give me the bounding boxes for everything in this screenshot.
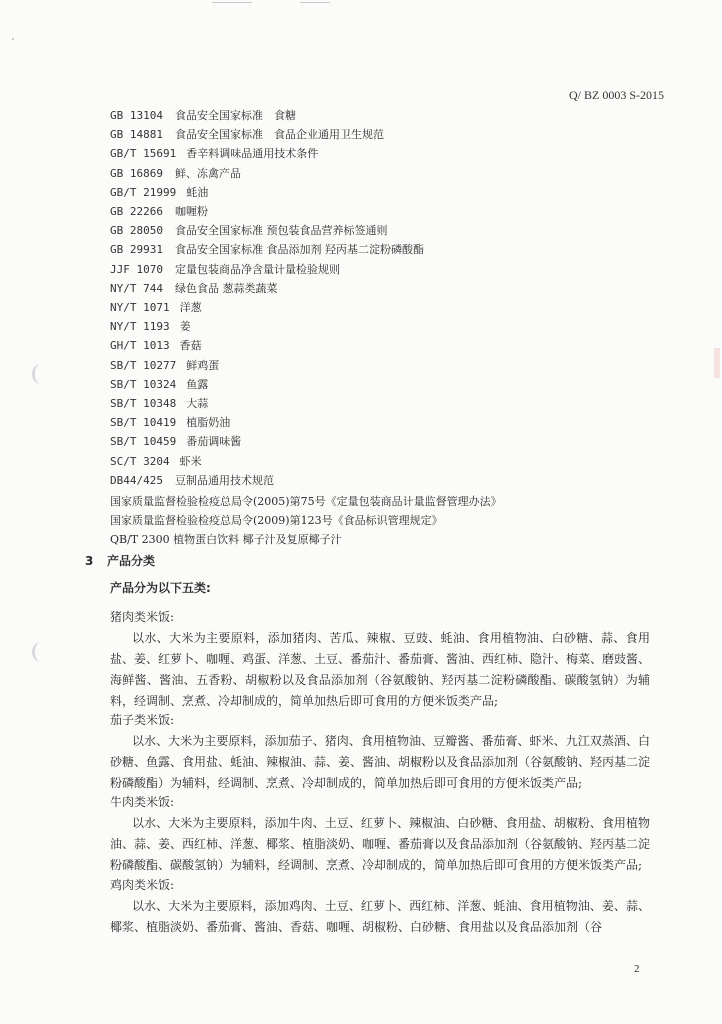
reference-item <box>110 225 388 237</box>
reference-code: GB/T 21999 <box>110 185 177 199</box>
reference-title: 大蒜 <box>186 397 209 410</box>
scan-mark-top <box>300 2 330 3</box>
reference-title: 洋葱 <box>179 301 202 314</box>
reference-code: GB 22266 <box>110 205 163 218</box>
reference-item <box>110 417 230 429</box>
decree-item: QB/T 2300 植物蛋白饮料 椰子汁及复原椰子汁 <box>110 533 342 546</box>
reference-code: JJF 1070 <box>110 262 163 276</box>
reference-item <box>110 475 274 487</box>
reference-item <box>110 129 384 141</box>
reference-title: 鲜、冻禽产品 <box>175 166 241 180</box>
scan-mark-dot <box>12 38 14 40</box>
reference-title: 香菇 <box>179 339 202 353</box>
reference-code: SB/T 10277 <box>110 358 177 372</box>
document-code: Q/ BZ 0003 S-2015 <box>568 88 664 102</box>
decree-item: 国家质量监督检验检疫总局令(2005)第75号《定量包装商品计量监督管理办法》 <box>110 495 502 508</box>
reference-item <box>110 436 241 448</box>
reference-title: 番茄调味酱 <box>186 435 242 449</box>
punch-hole <box>32 642 49 662</box>
category-name: 鸡肉类米饭: <box>110 878 175 892</box>
reference-item <box>110 244 424 256</box>
category-description: 以水、大米为主要原料，添加牛肉、土豆、红萝卜、辣椒油、白砂糖、食用盐、胡椒粉、食用植物油、蒜、姜、西红柿、洋葱、椰浆、植脂淡奶、咖喱、番茄膏以及食品添加剂（谷氨酸钠、羟丙基二淀粉磷酸酯、碳酸氢钠）为辅料，经调制、烹煮、冷却制成的，简单加热后即可食用的方便米饭类产品; <box>110 816 651 872</box>
category-description: 以水、大米为主要原料，添加猪肉、苦瓜、辣椒、豆豉、蚝油、食用植物油、白砂糖、蒜、食用盐、姜、红萝卜、咖喱、鸡蛋、洋葱、土豆、番茄汁、番茄膏、酱油、西红柿、隐汁、梅菜、磨豉酱、海鲜酱、酱油、五香粉、胡椒粉以及食品添加剂（谷氨酸钠、羟丙基二淀粉磷酸酯、碳酸氢钠）为辅料，经调制、烹煮、冷却制成的，简单加热后即可食用的方便米饭类产品; <box>110 631 651 708</box>
reference-title: 鱼露 <box>186 377 209 391</box>
decree-item: 国家质量监督检验检疫总局令(2009)第123号《食品标识管理规定》 <box>110 514 443 527</box>
reference-item <box>110 321 191 333</box>
reference-code: SB/T 10459 <box>110 435 177 449</box>
reference-code: GB 13104 <box>110 109 163 122</box>
punch-hole <box>32 364 49 384</box>
reference-code: GH/T 1013 <box>110 339 170 353</box>
reference-title: 豆制品通用技术规范 <box>175 473 274 487</box>
reference-title: 香辛料调味品通用技术条件 <box>186 147 319 161</box>
category-name: 猪肉类米饭: <box>110 610 175 624</box>
reference-item <box>110 168 241 180</box>
reference-item <box>110 283 278 295</box>
reference-item <box>110 340 202 352</box>
reference-code: DB44/425 <box>110 473 163 487</box>
reference-title: 食品安全国家标准 预包装食品营养标签通则 <box>175 224 388 238</box>
reference-code: SC/T 3204 <box>110 454 170 468</box>
reference-code: GB 29931 <box>110 243 163 257</box>
reference-item <box>110 456 202 468</box>
category-description: 以水、大米为主要原料，添加茄子、猪肉、食用植物油、豆瓣酱、番茄膏、虾米、九江双蒸酒、白砂糖、鱼露、食用盐、蚝油、辣椒油、蒜、姜、酱油、胡椒粉以及食品添加剂（谷氨酸钠、羟丙基二淀粉磷酸酯）为辅料，经调制、烹煮、冷却制成的，简单加热后即可食用的方便米饭类产品; <box>110 734 651 790</box>
section-heading <box>85 552 155 569</box>
reference-code: SB/T 10419 <box>110 416 177 430</box>
reference-code: NY/T 1193 <box>110 320 170 334</box>
reference-code: SB/T 10348 <box>110 397 177 410</box>
reference-item <box>110 264 340 276</box>
reference-item <box>110 360 219 372</box>
reference-code: GB 16869 <box>110 166 163 180</box>
reference-code: GB 28050 <box>110 224 163 238</box>
reference-item <box>110 398 208 410</box>
category-description: 以水、大米为主要原料，添加鸡肉、土豆、红萝卜、西红柿、洋葱、蚝油、食用植物油、姜、蒜、椰浆、植脂淡奶、番茄膏、酱油、香菇、咖喱、胡椒粉、白砂糖、食用盐以及食品添加剂（谷 <box>110 899 650 934</box>
reference-title: 姜 <box>179 320 191 334</box>
reference-item <box>110 110 296 122</box>
reference-code: NY/T 1071 <box>110 301 170 314</box>
reference-title: 食品安全国家标准 食品企业通用卫生规范 <box>175 128 384 142</box>
reference-code: SB/T 10324 <box>110 377 177 391</box>
reference-title: 咖喱粉 <box>175 205 208 218</box>
reference-item <box>110 148 318 160</box>
reference-item <box>110 206 208 218</box>
reference-title: 虾米 <box>179 454 202 468</box>
scan-mark-top <box>212 2 252 3</box>
reference-title: 食品安全国家标准 食糖 <box>175 109 296 122</box>
reference-title: 绿色食品 葱蒜类蔬菜 <box>175 281 278 295</box>
reference-item <box>110 187 208 199</box>
reference-title: 蚝油 <box>186 185 209 199</box>
reference-title: 食品安全国家标准 食品添加剂 羟丙基二淀粉磷酸酯 <box>175 243 424 257</box>
stamp-edge-mark <box>714 348 720 378</box>
reference-item <box>110 302 202 314</box>
reference-title: 定量包装商品净含量计量检验规则 <box>175 262 340 276</box>
reference-title: 植脂奶油 <box>186 416 231 430</box>
section-number: 3 <box>85 554 94 568</box>
reference-code: GB 14881 <box>110 128 163 142</box>
classification-intro: 产品分为以下五类: <box>110 581 211 595</box>
category-name: 牛肉类米饭: <box>110 795 175 809</box>
reference-code: GB/T 15691 <box>110 147 177 161</box>
reference-code: NY/T 744 <box>110 281 163 295</box>
page-number: 2 <box>634 963 640 975</box>
reference-title: 鲜鸡蛋 <box>186 358 220 372</box>
category-name: 茄子类米饭: <box>110 713 175 727</box>
reference-item <box>110 379 208 391</box>
section-title: 产品分类 <box>107 554 156 568</box>
